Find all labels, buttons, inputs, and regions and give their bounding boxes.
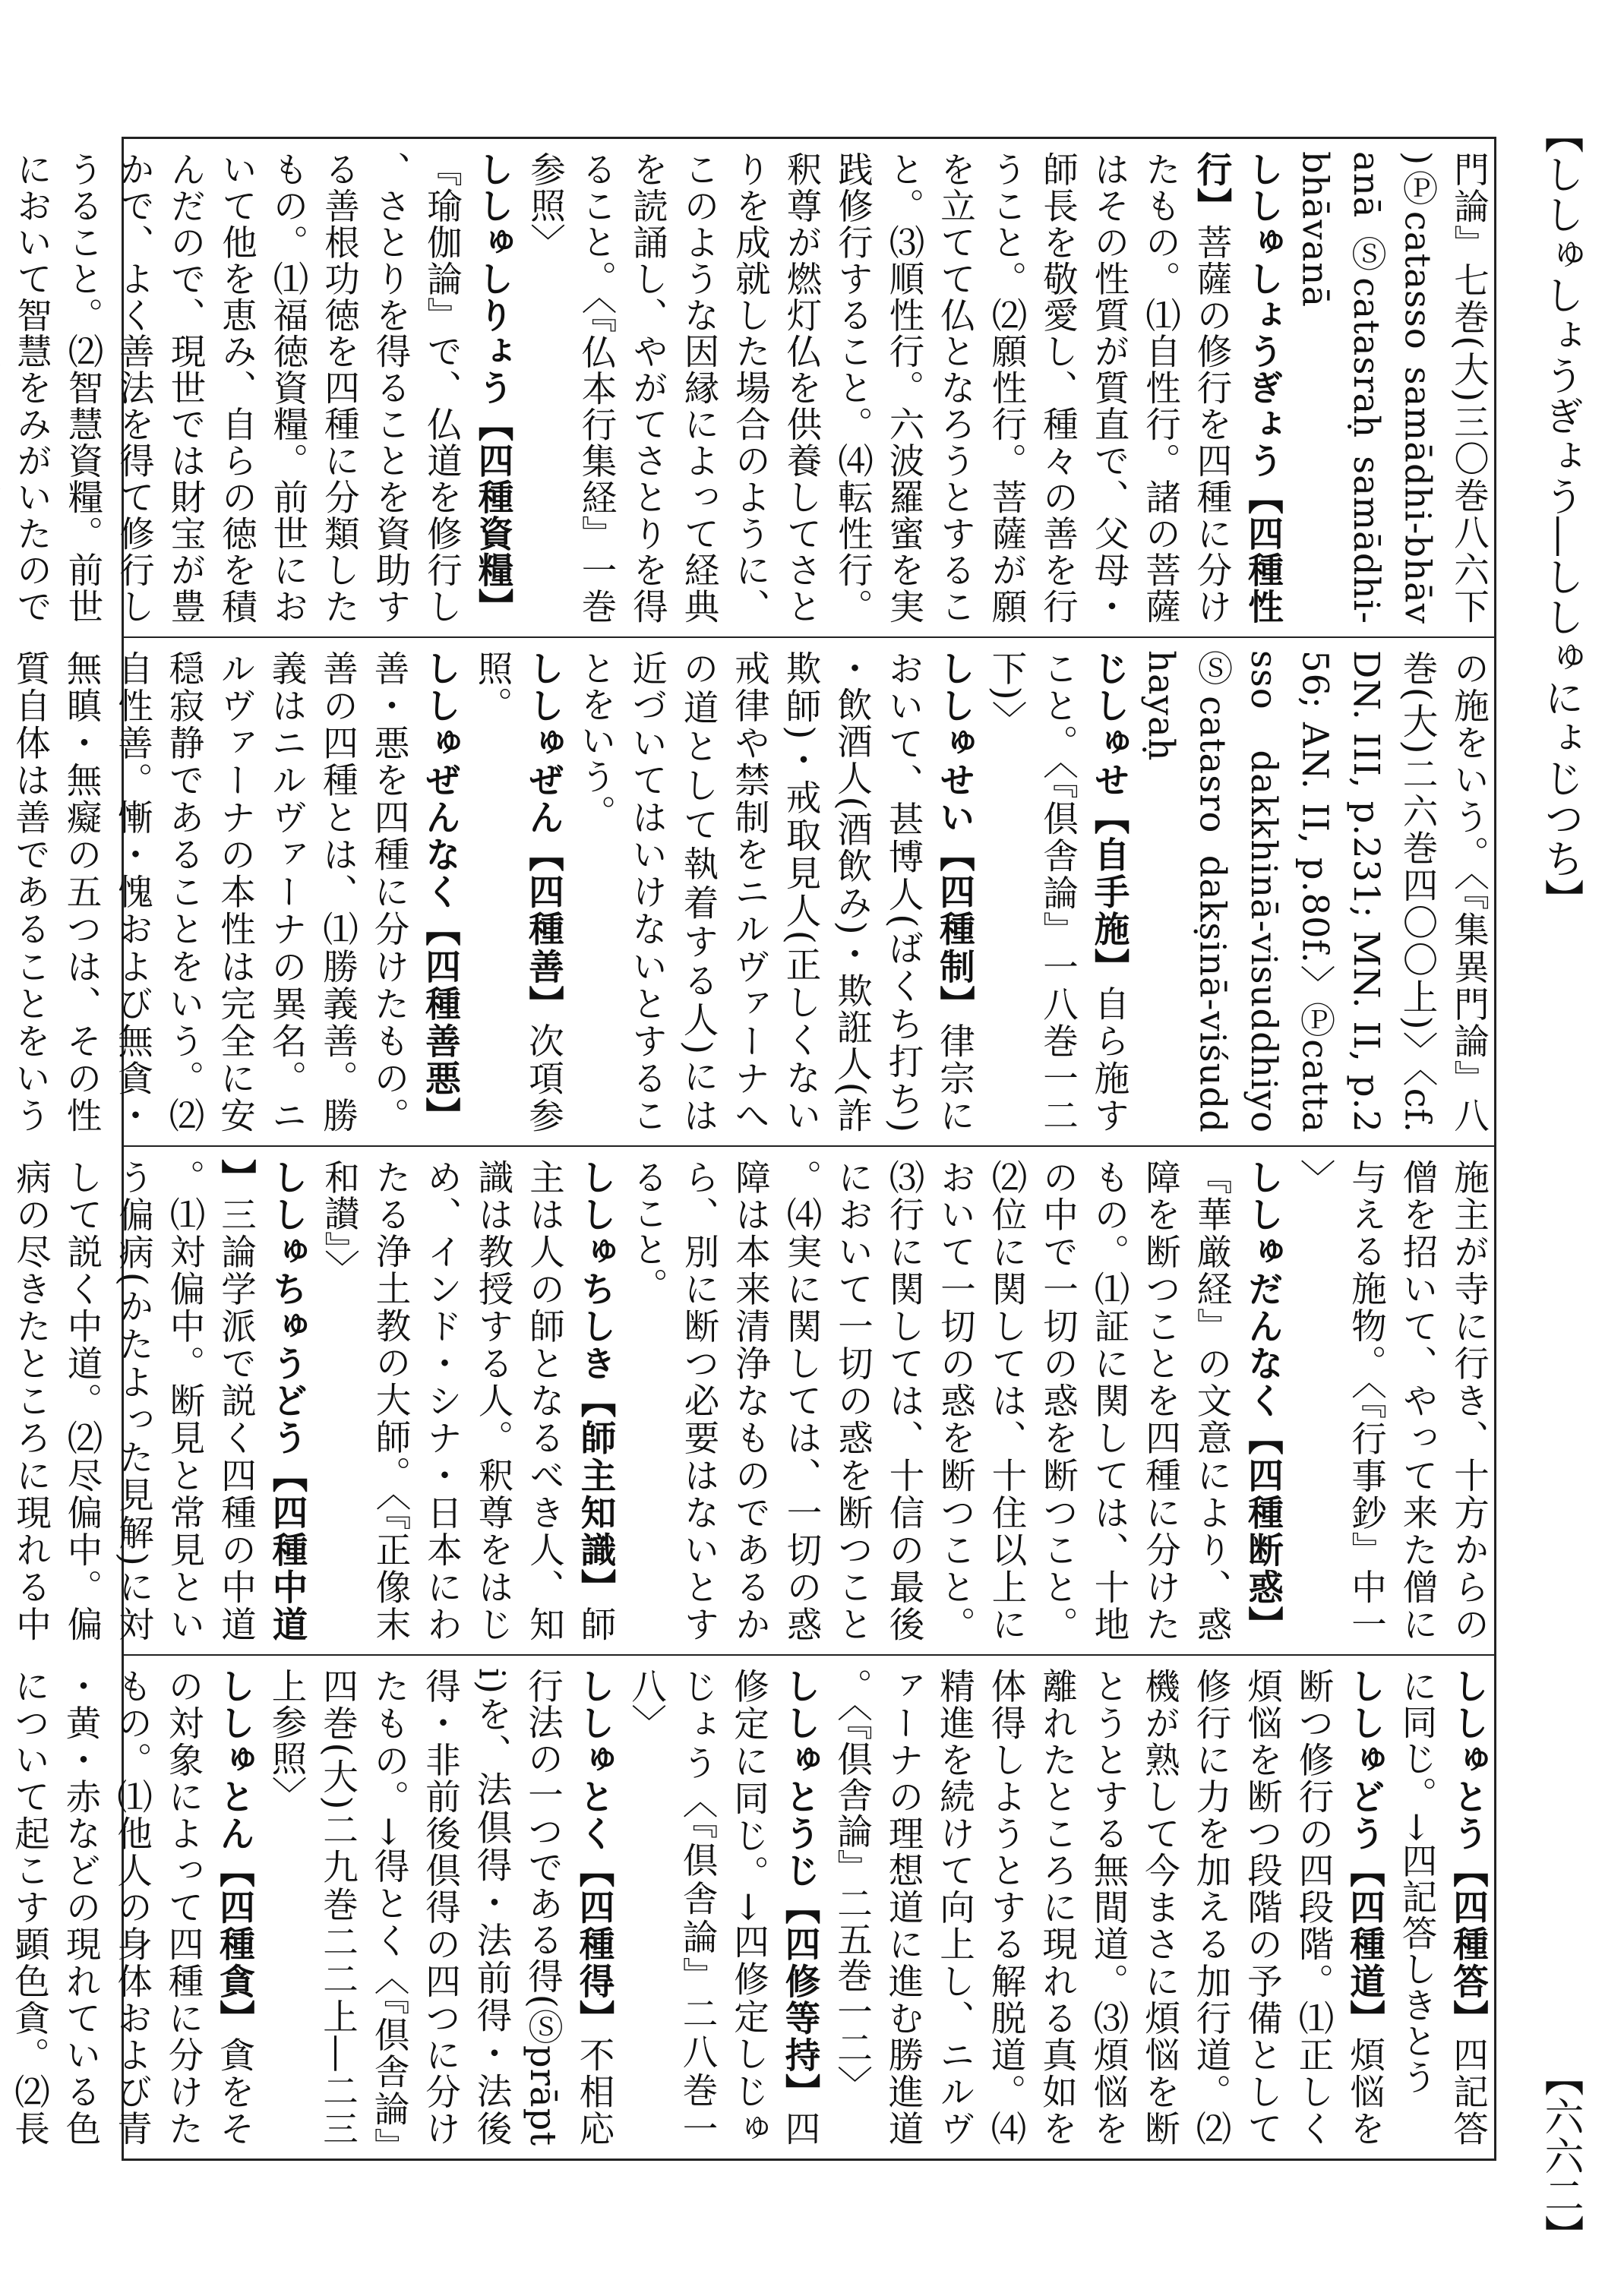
tier-3	[11, 1145, 1494, 1654]
entry-lemma: 【四種中道】	[216, 1159, 308, 1643]
entry-definition: 次項参照。	[472, 650, 564, 1134]
entry-headword: ししゅちゅうどう	[267, 1159, 309, 1457]
running-head: 【ししゅしょうぎょう―ししゅにょじつち】	[1537, 114, 1583, 919]
entry-lemma: 【四種貪】	[214, 1852, 255, 2037]
dictionary-entry	[0, 650, 461, 1133]
entry-lemma: 【四修等持】	[779, 1889, 821, 2111]
dictionary-entry	[0, 1668, 255, 2146]
dictionary-entry	[1397, 1668, 1490, 2146]
dictionary-entry	[525, 151, 1284, 624]
dictionary-entry	[627, 1159, 1284, 1642]
tier-4	[9, 1654, 1494, 2159]
entry-definition: 煩悩を断つ修行の四段階。⑴正しく煩悩を断つ段階の予備として修行に力を加える加行道。⑵機が熟して今まさに煩悩を断とうとする無間道。⑶煩悩を離れたところに現れる真如を体得しようとする解脱道。⑷精進を続けて向上し、ニルヴァーナの理想道に進む勝進道。〈『倶舎論』二五巻一二〉	[832, 1668, 1385, 2147]
entry-headword: ししゅどう	[1344, 1668, 1386, 1852]
entry-headword: ししゅしょうぎょう	[1243, 151, 1284, 479]
page-number: 【六六二】	[1537, 2057, 1583, 2254]
dictionary-entry	[576, 650, 976, 1133]
entry-definition: 『瑜伽論』で、仏道を修行し、さとりを得ることを資助する善根功徳を四種に分類したもの。⑴福徳資糧。前世において他を恵み、自らの徳を積んだので、現世では財宝が豊かで、よく善法を得て修行しうること。⑵智慧資糧。前世において智慧をみがいたので	[11, 151, 463, 624]
entry-headword: ししゅとうじ	[779, 1668, 822, 1890]
dictionary-entry	[267, 1668, 615, 2146]
entry-headword: ししゅぜんなく	[420, 650, 462, 911]
entry-headword: ししゅしりょう	[472, 151, 515, 406]
entry-headword: ししゅちしき	[575, 1159, 618, 1383]
entry-lemma: 【自手施】	[1088, 799, 1130, 986]
entry-lemma: 【師主知識】	[575, 1382, 617, 1606]
entry-lemma: 【四種性行】	[1191, 151, 1284, 625]
entry-lemma: 【四種答】	[1448, 1852, 1489, 2037]
dictionary-entry	[472, 650, 565, 1133]
entry-lemma: 【四種断惑】	[1243, 1420, 1284, 1643]
entry-lemma: 【四種得】	[573, 1852, 615, 2037]
entry-lemma: 【四種善】	[523, 836, 564, 1023]
entry-lemma: 【四種資糧】	[472, 406, 514, 625]
dictionary-entry	[832, 1668, 1385, 2146]
entry-definition: 菩薩の修行を四種に分けたもの。⑴自性行。諸の菩薩はその性質が質直で、父母・師長を敬愛し、種々の善を行うこと。⑵願性行。菩薩が願を立てて仏となろうとすること。⑶順性行。六波羅蜜を実践修行すること。⑷転性行。釈尊が燃灯仏を供養してさとりを成就した場合のように、このような因縁によって経典を読誦し、やがてさとりを得ること。〈『仏本行集経』一巻参照〉	[525, 151, 1233, 625]
tier-2	[10, 636, 1494, 1145]
entry-definition: 四修定に同じ。→四修定しじゅじょう〈『倶舎論』二八巻一八〉	[626, 1668, 821, 2147]
continuation-text: 門論』七巻(大)三〇巻八六下)Ⓟcatasso samādhi-bhāvanā Ⓢcatasraḥ samādhi-bhāvanā	[1294, 151, 1490, 624]
entry-definition: 律宗において、甚博人(ばくち打ち)・飲酒人(酒飲み)・欺誑人(詐欺師)・戒取見人(正しくない戒律や禁制をニルヴァーナへの道として執着する人)には近づいてはいけないとすることをいう。	[575, 650, 975, 1134]
tier-1	[11, 139, 1494, 636]
entry-headword: ししゅとく	[573, 1668, 616, 1852]
entry-definition: 善・悪を四種に分けたもの。善の四種とは、⑴勝義善。勝義はニルヴァーナの異名。ニルヴァーナの本性は完全に安穏寂静であることをいう。⑵自性善。慚・愧および無貪・無瞋・無癡の五つは、その性質自体は善であることをいう	[10, 650, 410, 1133]
entry-definition: 師主は人の師となるべき人、知識は教授する人。釈尊をはじめ、インド・シナ・日本にわたる浄土教の大師。〈『正像末和讃』〉	[319, 1159, 617, 1643]
entry-lemma: 【四種善悪】	[420, 911, 461, 1134]
entry-definition: 貪をその対象によって四種に分けたもの。⑴他人の身体および青・黄・赤などの現れている色について起こす顕色貪。⑵長	[9, 1668, 255, 2147]
entry-headword: ししゅぜん	[523, 650, 565, 837]
entry-definition: 三論学派で説く四種の中道。⑴対偏中。断見と常見という偏病(かたよった見解)に対して説く中道。⑵尽偏中。偏病の尽きたところに現れる中	[11, 1159, 257, 1643]
dictionary-entry	[987, 650, 1130, 1133]
entry-lemma: 【四種制】	[934, 836, 975, 1023]
entry-headword: ししゅだんなく	[1243, 1159, 1284, 1420]
entry-headword: ししゅとう	[1448, 1668, 1490, 1852]
entry-definition: 四記答に同じ。→四記答しきとう	[1396, 1668, 1489, 2147]
dictionary-entry	[319, 1159, 617, 1642]
entry-definition: 不相応行法の一つである得(Ⓢprāpti)を、法倶得・法前得・法後得・非前後倶得の四つに分けたもの。→得とく〈『倶舎論』四巻(大)二九巻二二上―二三上参照〉	[266, 1668, 615, 2147]
entry-headword: ししゅせい	[934, 650, 976, 837]
entry-definition: 自ら施すこと。〈『倶舎論』一八巻一二下)〉	[986, 650, 1130, 1134]
dictionary-entry	[626, 1668, 821, 2146]
entry-headword: ししゅとん	[214, 1668, 256, 1852]
continuation-text: 施主が寺に行き、十方からの僧を招いて、やって来た僧に与える施物。〈『行事鈔』中一〉	[1294, 1159, 1490, 1642]
entry-definition: 『華厳経』の文意により、惑障を断つことを四種に分けたもの。⑴証に関しては、十地の中で一切の惑を断つこと。⑵位に関しては、十住以上において一切の惑を断つこと。⑶行に関しては、十信の最後において一切の惑を断つこと。⑷実に関しては、一切の惑障は本来清浄なものであるから、別に断つ必要はないとすること。	[627, 1159, 1233, 1642]
continuation-text: の施をいう。〈『集異門論』八巻(大)二六巻四〇〇上)〉〈cf. DN. III, p.231; MN. II, p.256; AN. II, p.80f.〉Ⓟcattasso dakkhinā-visuddhiyo Ⓢcatasro dakṣinā-viśuddhayaḥ	[1141, 650, 1490, 1133]
page-frame	[9, 137, 1496, 2161]
entry-lemma: 【四種道】	[1344, 1852, 1385, 2037]
dictionary-entry	[0, 151, 514, 624]
entry-headword: じしゅせ	[1088, 650, 1131, 800]
dictionary-entry	[0, 1159, 308, 1642]
